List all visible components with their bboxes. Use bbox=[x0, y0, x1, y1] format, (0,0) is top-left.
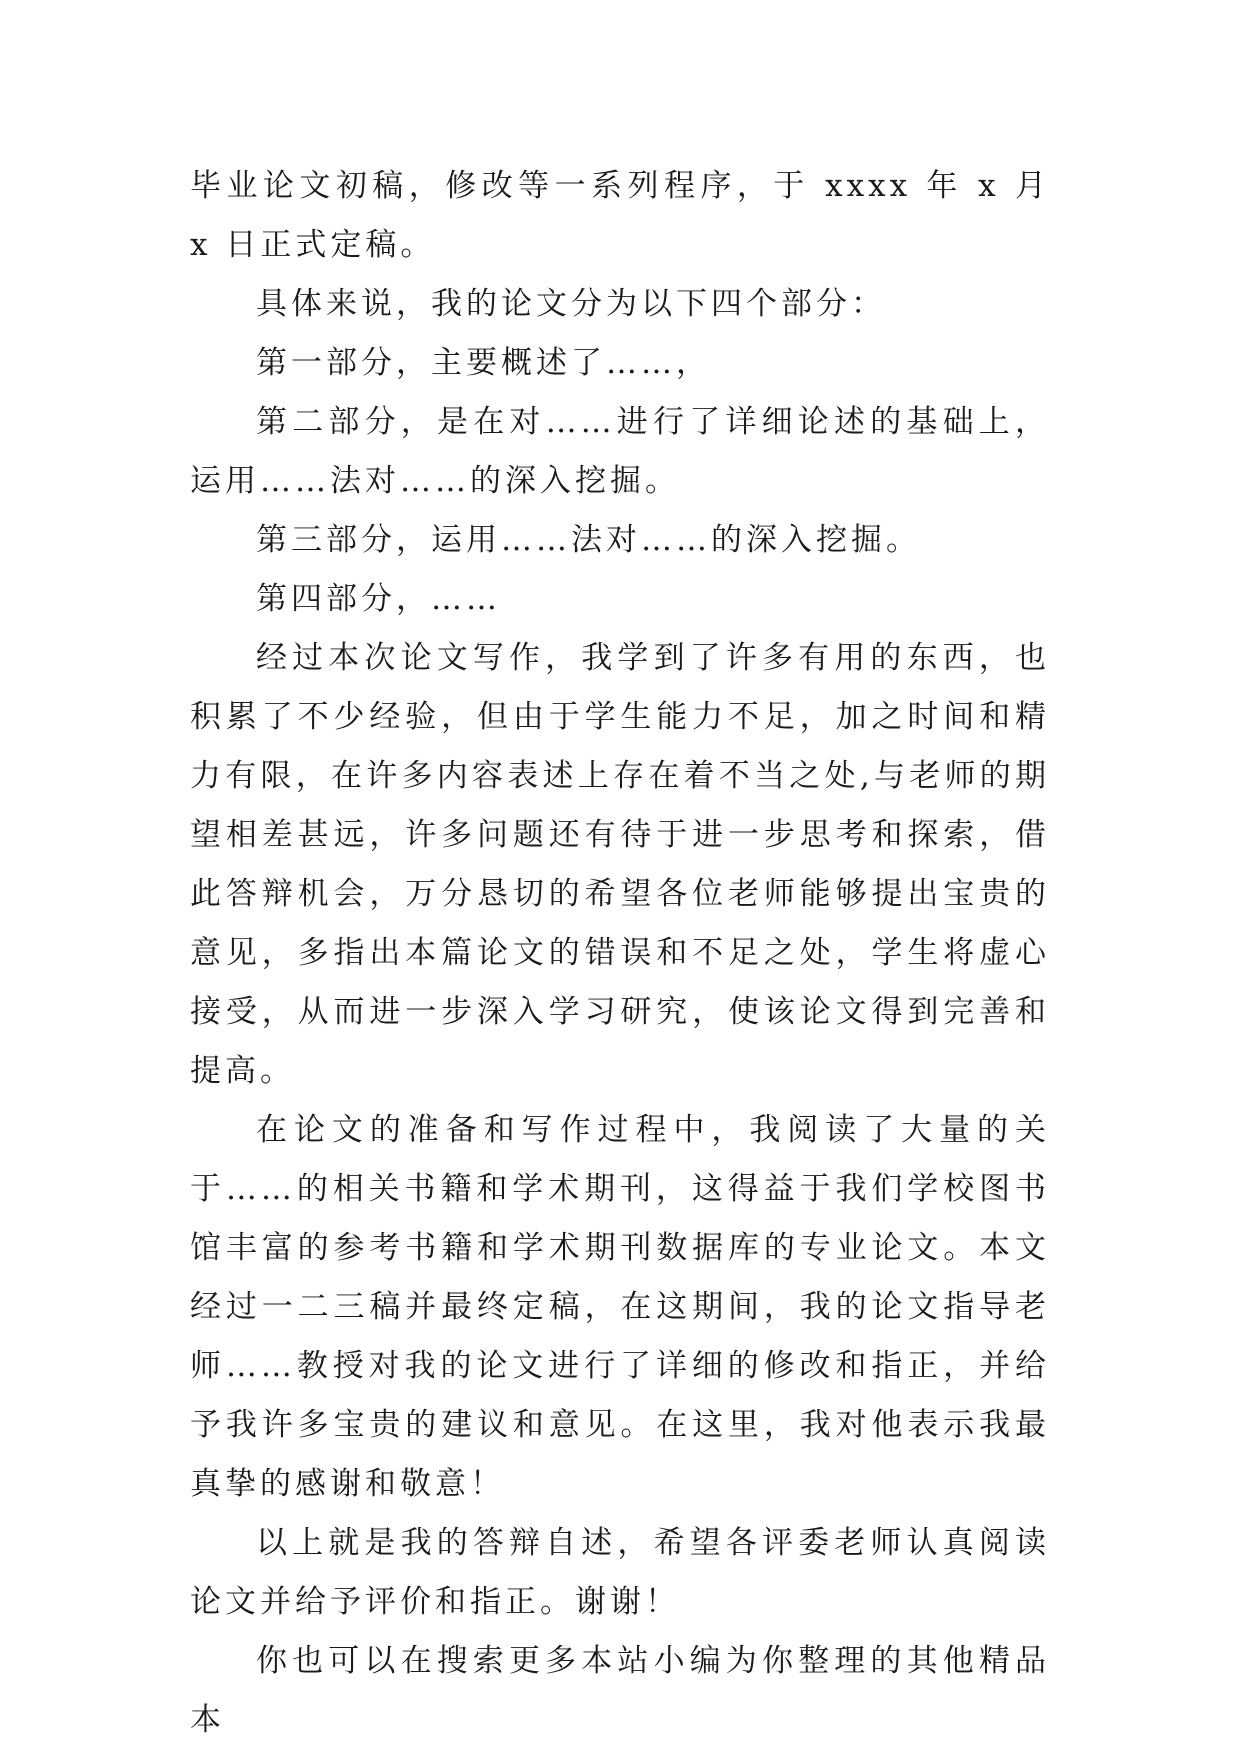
paragraph: 毕业论文初稿，修改等一系列程序，于 xxxx 年 x 月 x 日正式定稿。 bbox=[190, 168, 1050, 263]
paragraph: 第一部分，主要概述了……， bbox=[256, 345, 711, 381]
paragraph: 经过本次论文写作，我学到了许多有用的东西，也积累了不少经验，但由于学生能力不足，加之时间和精力有限，在许多内容表述上存在着不当之处,与老师的期望相差甚远，许多问题还有待于进一步思考和探索，借此答辩机会，万分恳切的希望各位老师能够提出宝贵的意见，多指出本篇论文的错误和不足之处，学生将虚心接受，从而进一步深入学习研究，使该论文得到完善和提高。 bbox=[190, 640, 1050, 1089]
paragraph: 具体来说，我的论文分为以下四个部分： bbox=[256, 286, 886, 322]
paragraph: 第四部分，…… bbox=[256, 581, 501, 617]
paragraph: 在论文的准备和写作过程中，我阅读了大量的关于……的相关书籍和学术期刊，这得益于我们学校图书馆丰富的参考书籍和学术期刊数据库的专业论文。本文经过一二三稿并最终定稿，在这期间，我的论文指导老师……教授对我的论文进行了详细的修改和指正，并给予我许多宝贵的建议和意见。在这里，我对他表示我最真挚的感谢和敬意！ bbox=[190, 1112, 1050, 1502]
paragraph: 你也可以在搜索更多本站小编为你整理的其他精品本 bbox=[190, 1643, 1050, 1738]
paragraph: 以上就是我的答辩自述，希望各评委老师认真阅读论文并给予评价和指正。谢谢！ bbox=[190, 1525, 1050, 1620]
document-body bbox=[190, 157, 1050, 1750]
paragraph: 第三部分，运用……法对……的深入挖掘。 bbox=[256, 522, 921, 558]
paragraph: 第二部分，是在对……进行了详细论述的基础上，运用……法对……的深入挖掘。 bbox=[190, 404, 1050, 499]
